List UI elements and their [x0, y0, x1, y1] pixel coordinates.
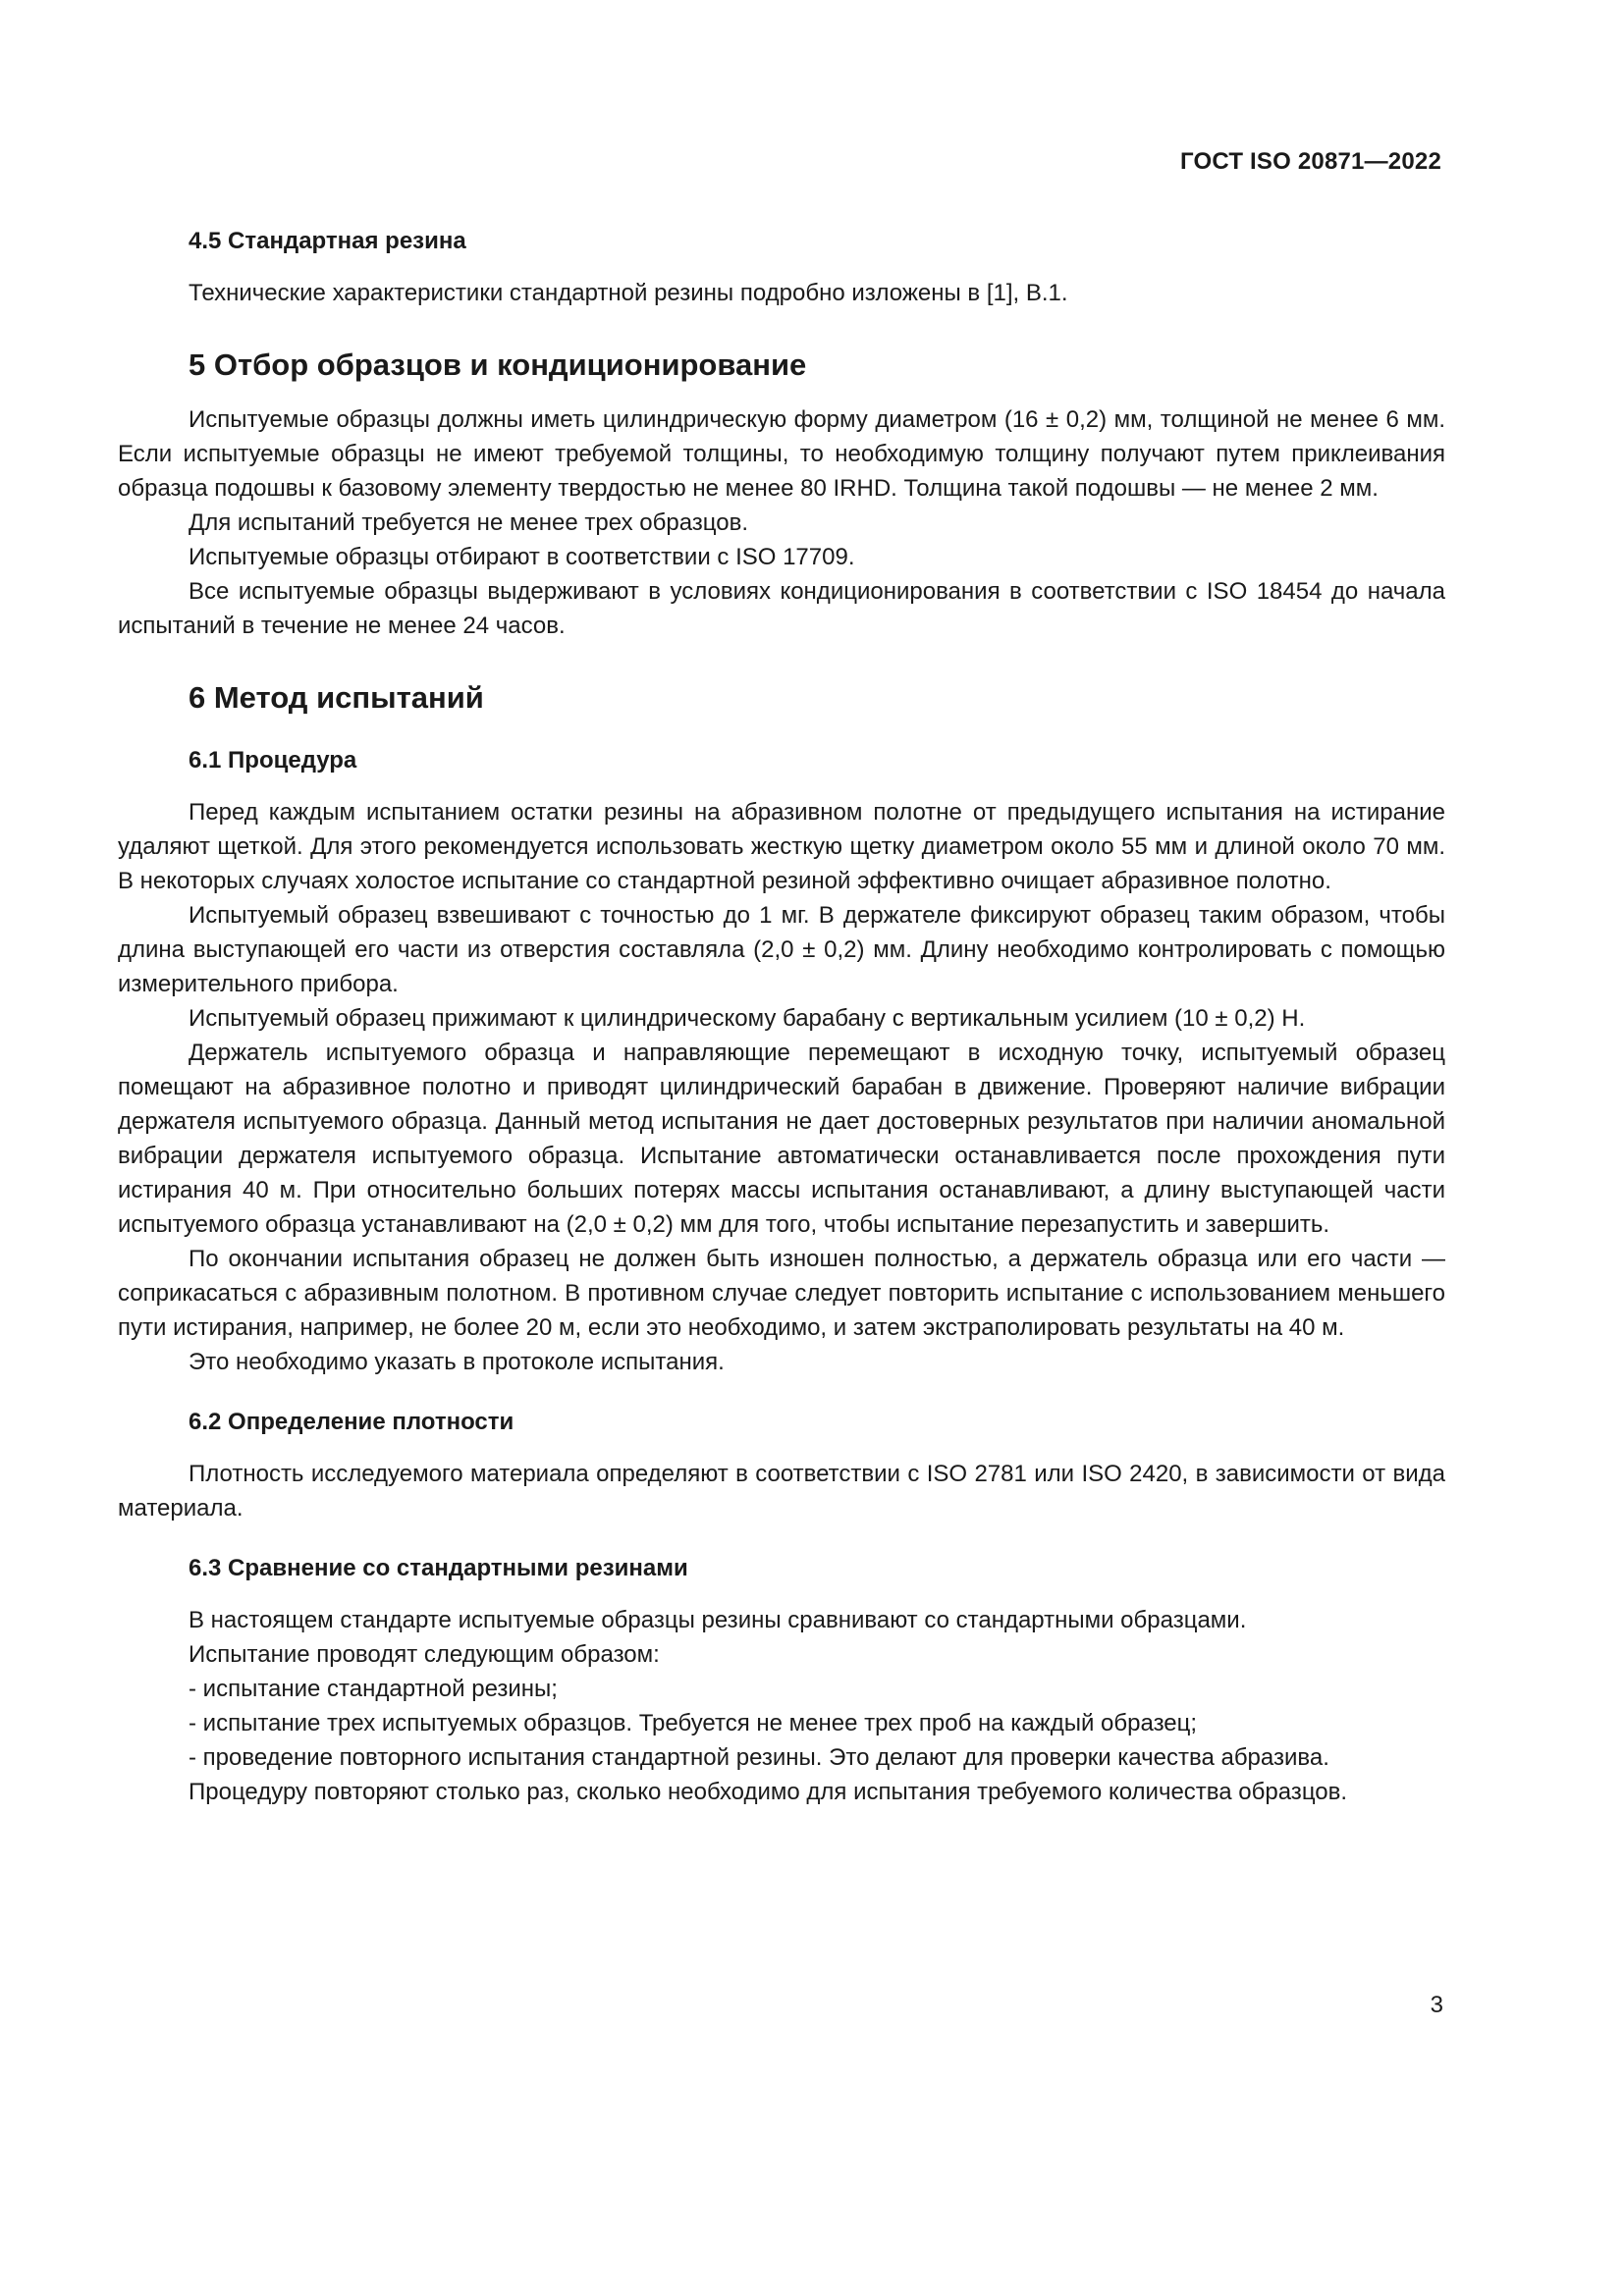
section-5-title: 5 Отбор образцов и кондиционирование [189, 347, 807, 382]
section-6-3-paragraph-3: Процедуру повторяют столько раз, сколько необходимо для испытания требуемого количества образцов. [189, 1779, 1348, 1805]
section-6-3-title: 6.3 Сравнение со стандартными резинами [189, 1555, 688, 1581]
list-item: - проведение повторного испытания стандартной резины. Это делают для проверки качества абразива. [189, 1744, 1329, 1771]
section-6-1-paragraph-4: Держатель испытуемого образца и направляющие перемещают в исходную точку, испытуемый образец помещают на абразивное полотно и приводят цилиндрический барабан в движение. Проверяют наличие вибрации держателя испытуемого образца. Данный метод испытания не дает достоверных результатов при наличии аномальной вибрации держателя испытуемого образца. Испытание автоматически останавливается после прохождения пути истирания 40 м. При относительно больших потерях массы испытания останавливают, а длину выступающей части испытуемого образца устанавливают на (2,0 ± 0,2) мм для того, чтобы испытание перезапустить и завершить. [118, 1040, 1445, 1238]
list-item: - испытание трех испытуемых образцов. Требуется не менее трех проб на каждый образец; [189, 1710, 1198, 1736]
section-5-paragraph-2: Для испытаний требуется не менее трех образцов. [189, 509, 749, 536]
section-5-paragraph-4: Все испытуемые образцы выдерживают в условиях кондиционирования в соответствии с ISO 18454 до начала испытаний в течение не менее 24 часов. [118, 578, 1445, 639]
list-item: - испытание стандартной резины; [189, 1676, 558, 1702]
document-body [118, 224, 1445, 1809]
section-6-1-paragraph-3: Испытуемый образец прижимают к цилиндрическому барабану с вертикальным усилием (10 ± 0,2) Н. [189, 1005, 1306, 1032]
page-number: 3 [1430, 1992, 1443, 2018]
section-5-paragraph-3: Испытуемые образцы отбирают в соответствии с ISO 17709. [189, 544, 855, 570]
section-6-3-paragraph-2: Испытание проводят следующим образом: [189, 1641, 660, 1668]
section-6-1-paragraph-1: Перед каждым испытанием остатки резины на абразивном полотне от предыдущего испытания на истирание удаляют щеткой. Для этого рекомендуется использовать жесткую щетку диаметром около 55 мм и длиной около 70 мм. В некоторых случаях холостое испытание со стандартной резиной эффективно очищает абразивное полотно. [118, 799, 1445, 894]
section-6-2-paragraph: Плотность исследуемого материала определяют в соответствии с ISO 2781 или ISO 2420, в зависимости от вида материала. [118, 1461, 1445, 1522]
section-6-1-paragraph-6: Это необходимо указать в протоколе испытания. [189, 1349, 725, 1375]
section-6-title: 6 Метод испытаний [189, 680, 484, 715]
document-code-header: ГОСТ ISO 20871—2022 [1180, 148, 1441, 175]
section-6-1-paragraph-5: По окончании испытания образец не должен быть изношен полностью, а держатель образца или его части — соприкасаться с абразивным полотном. В противном случае следует повторить испытание с использованием меньшего пути истирания, например, не более 20 м, если это необходимо, и затем экстраполировать результаты на 40 м. [118, 1246, 1445, 1341]
section-4-5-paragraph: Технические характеристики стандартной резины подробно изложены в [1], В.1. [189, 280, 1068, 306]
section-6-2-title: 6.2 Определение плотности [189, 1409, 514, 1435]
section-6-1-title: 6.1 Процедура [189, 747, 357, 774]
section-6-1-paragraph-2: Испытуемый образец взвешивают с точностью до 1 мг. В держателе фиксируют образец таким образом, чтобы длина выступающей его части из отверстия составляла (2,0 ± 0,2) мм. Длину необходимо контролировать с помощью измерительного прибора. [118, 902, 1445, 997]
section-4-5-title: 4.5 Стандартная резина [189, 228, 466, 254]
section-5-paragraph-1: Испытуемые образцы должны иметь цилиндрическую форму диаметром (16 ± 0,2) мм, толщиной не менее 6 мм. Если испытуемые образцы не имеют требуемой толщины, то необходимую толщину получают путем приклеивания образца подошвы к базовому элементу твердостью не менее 80 IRHD. Толщина такой подошвы — не менее 2 мм. [118, 406, 1445, 502]
section-6-3-paragraph-1: В настоящем стандарте испытуемые образцы резины сравнивают со стандартными образцами. [189, 1607, 1247, 1633]
